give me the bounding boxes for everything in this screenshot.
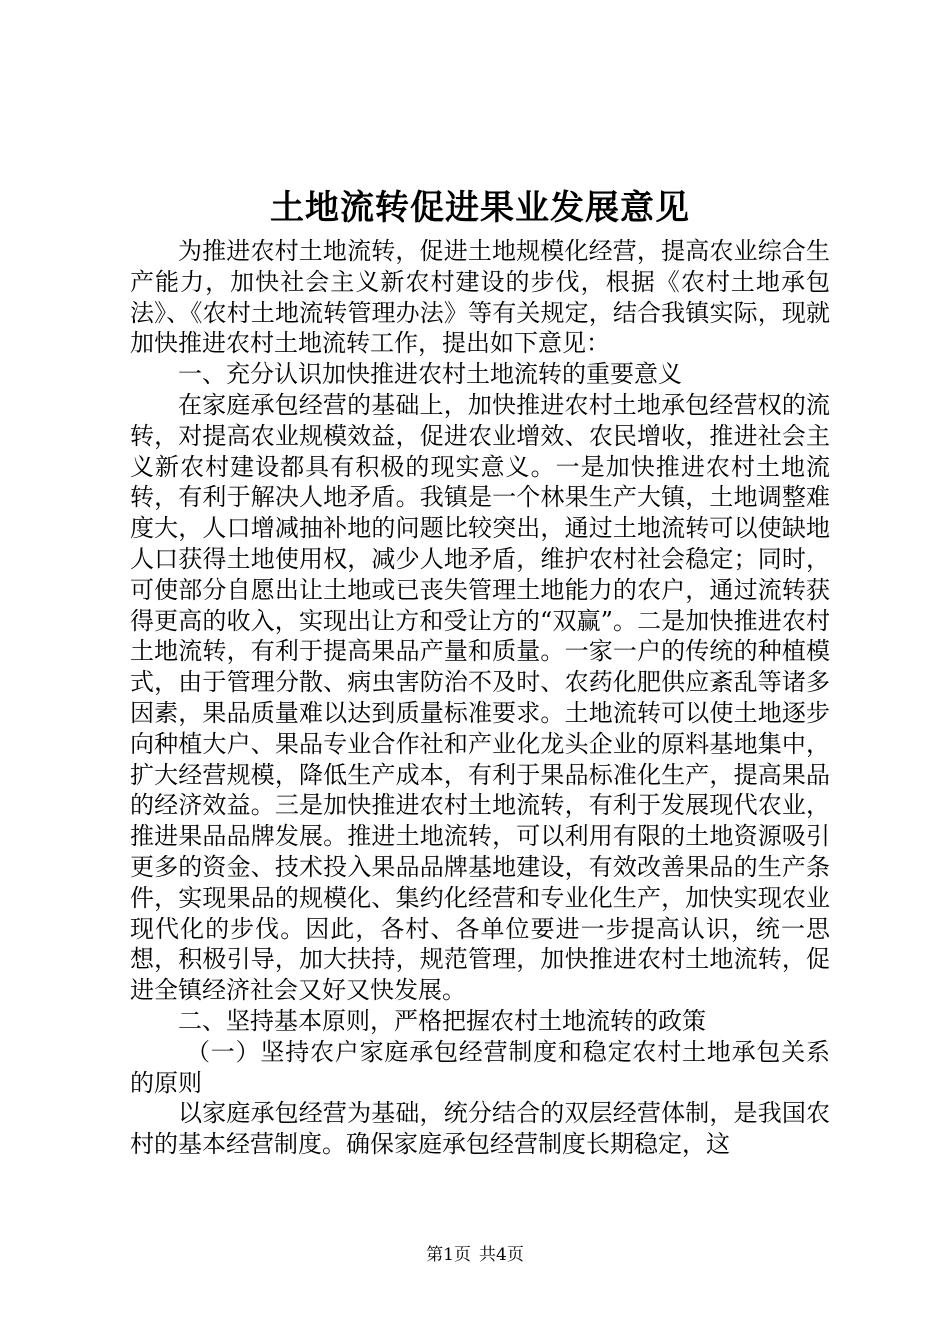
subsection-heading-1: （一）坚持农户家庭承包经营制度和稳定农村土地承包关系的原则 bbox=[130, 1037, 830, 1097]
body-paragraph-principle: 以家庭承包经营为基础，统分结合的双层经营体制，是我国农村的基本经营制度。确保家庭承包经营制度长期稳定，这 bbox=[130, 1099, 830, 1159]
section-heading-2: 二、坚持基本原则，严格把握农村土地流转的政策 bbox=[178, 1006, 706, 1035]
page-total: 共4页 bbox=[479, 1245, 524, 1265]
page-footer bbox=[0, 1244, 950, 1266]
body-paragraph-significance: 在家庭承包经营的基础上，加快推进农村土地承包经营权的流转，对提高农业规模效益，促进农业增效、农民增收，推进社会主义新农村建设都具有积极的现实意义。一是加快推进农村土地流转，有利于解决人地矛盾。我镇是一个林果生产大镇，土地调整难度大，人口增减抽补地的问题比较突出，通过土地流转可以使缺地人口获得土地使用权，减少人地矛盾，维护农村社会稳定；同时，可使部分自愿出让土地或已丧失管理土地能力的农户，通过流转获得更高的收入，实现出让方和受让方的“双赢”。二是加快推进农村土地流转，有利于提高果品产量和质量。一家一户的传统的种植模式，由于管理分散、病虫害防治不及时、农药化肥供应紊乱等诸多因素，果品质量难以达到质量标准要求。土地流转可以使土地逐步向种植大户、果品专业合作社和产业化龙头企业的原料基地集中，扩大经营规模，降低生产成本，有利于果品标准化生产，提高果品的经济效益。三是加快推进农村土地流转，有利于发展现代农业，推进果品品牌发展。推进土地流转，可以利用有限的土地资源吸引更多的资金、技术投入果品品牌基地建设，有效改善果品的生产条件，实现果品的规模化、集约化经营和专业化生产，加快实现农业现代化的步伐。因此，各村、各单位要进一步提高认识，统一思想，积极引导，加大扶持，规范管理，加快推进农村土地流转，促进全镇经济社会又好又快发展。 bbox=[130, 390, 830, 1005]
section-heading-1: 一、充分认识加快推进农村土地流转的重要意义 bbox=[178, 360, 682, 389]
document-title: 土地流转促进果业发展意见 bbox=[270, 188, 690, 228]
page-number: 第1页 bbox=[426, 1245, 471, 1265]
document-body bbox=[130, 236, 830, 1160]
intro-paragraph: 为推进农村土地流转，促进土地规模化经营，提高农业综合生产能力，加快社会主义新农村建设的步伐，根据《农村土地承包法》、《农村土地流转管理办法》等有关规定，结合我镇实际，现就加快推进农村土地流转工作，提出如下意见： bbox=[130, 237, 830, 358]
